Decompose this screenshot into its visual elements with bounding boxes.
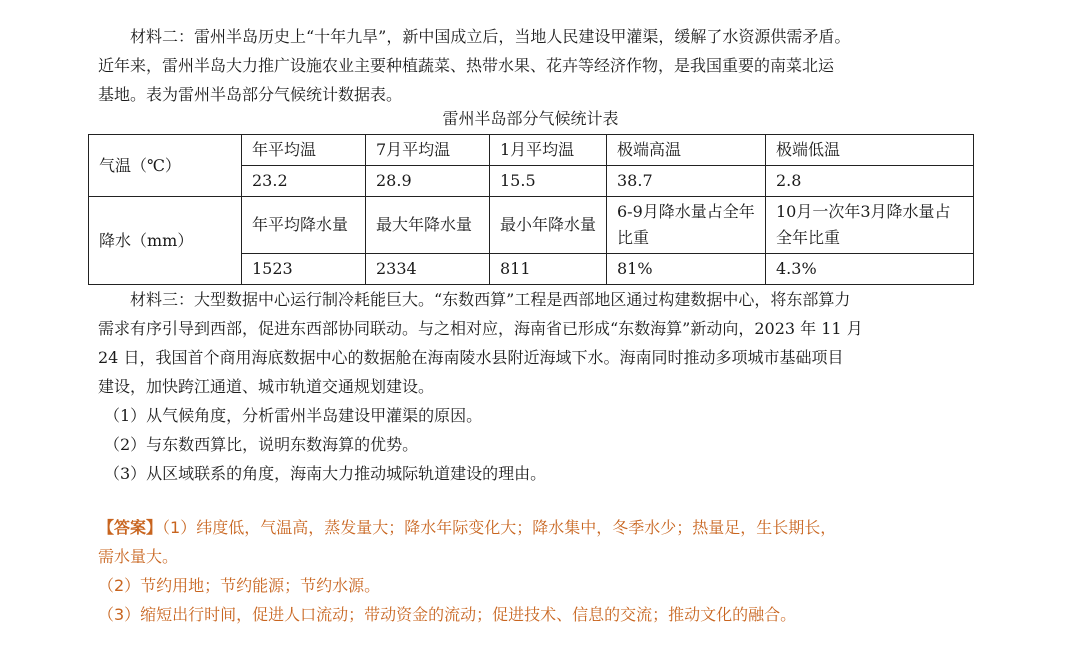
table-cell: 2334	[366, 254, 490, 285]
table-cell: 4.3%	[766, 254, 974, 285]
material3-line4: 建设，加快跨江通道、城市轨道交通规划建设。	[98, 377, 435, 396]
temp-label: 气温（℃）	[89, 135, 242, 197]
answer-1-continued: 需水量大。	[98, 547, 179, 566]
question-1: （1）从气候角度，分析雷州半岛建设甲灌渠的原因。	[104, 406, 483, 425]
table-caption: 雷州半岛部分气候统计表	[442, 109, 619, 128]
material2-line3: 基地。表为雷州半岛部分气候统计数据表。	[98, 85, 403, 104]
table-cell: 1月平均温	[490, 135, 607, 166]
table-cell: 28.9	[366, 166, 490, 197]
rain-header-row	[89, 197, 974, 254]
answer-line-1	[98, 513, 988, 542]
table-cell: 38.7	[607, 166, 766, 197]
answer-1-text: （1）纬度低，气温高，蒸发量大；降水年际变化大；降水集中，冬季水少；热量足，生长期长，	[162, 518, 837, 537]
material3-line3: 24 日，我国首个商用海底数据中心的数据舱在海南陵水县附近海域下水。海南同时推动多项城市基础项目	[98, 348, 844, 367]
answer-2: （2）节约用地；节约能源；节约水源。	[98, 576, 381, 595]
table-cell: 年平均降水量	[242, 197, 366, 254]
table-cell: 年平均温	[242, 135, 366, 166]
material2-line2: 近年来，雷州半岛大力推广设施农业主要种植蔬菜、热带水果、花卉等经济作物，是我国重要的南菜北运	[98, 56, 835, 75]
rain-label: 降水（mm）	[89, 197, 242, 285]
table-cell: 最小年降水量	[490, 197, 607, 254]
question-3: （3）从区域联系的角度，海南大力推动城际轨道建设的理由。	[104, 464, 547, 483]
question-2: （2）与东数西算比，说明东数海算的优势。	[104, 435, 419, 454]
table-cell: 1523	[242, 254, 366, 285]
table-cell: 23.2	[242, 166, 366, 197]
table-cell: 极端低温	[766, 135, 974, 166]
table-cell: 极端高温	[607, 135, 766, 166]
table-cell: 15.5	[490, 166, 607, 197]
material3-line1: 材料三：大型数据中心运行制冷耗能巨大。“东数西算”工程是西部地区通过构建数据中心，将东部算力	[130, 290, 851, 309]
table-cell: 最大年降水量	[366, 197, 490, 254]
table-cell: 6-9月降水量占全年比重	[607, 197, 766, 254]
table-cell: 811	[490, 254, 607, 285]
table-cell: 81%	[607, 254, 766, 285]
table-cell: 2.8	[766, 166, 974, 197]
table-cell: 10月一次年3月降水量占全年比重	[766, 197, 974, 254]
temp-header-row	[89, 135, 974, 166]
answer-tag: 【答案】	[98, 518, 163, 537]
table-cell: 7月平均温	[366, 135, 490, 166]
answer-3: （3）缩短出行时间，促进人口流动；带动资金的流动；促进技术、信息的交流；推动文化的融合。	[98, 605, 797, 624]
climate-table	[88, 134, 974, 285]
material3-line2: 需求有序引导到西部，促进东西部协同联动。与之相对应，海南省已形成“东数海算”新动向，2023 年 11 月	[98, 319, 863, 338]
material2-line1: 材料二：雷州半岛历史上“十年九旱”，新中国成立后，当地人民建设甲灌渠，缓解了水资源供需矛盾。	[130, 27, 851, 46]
